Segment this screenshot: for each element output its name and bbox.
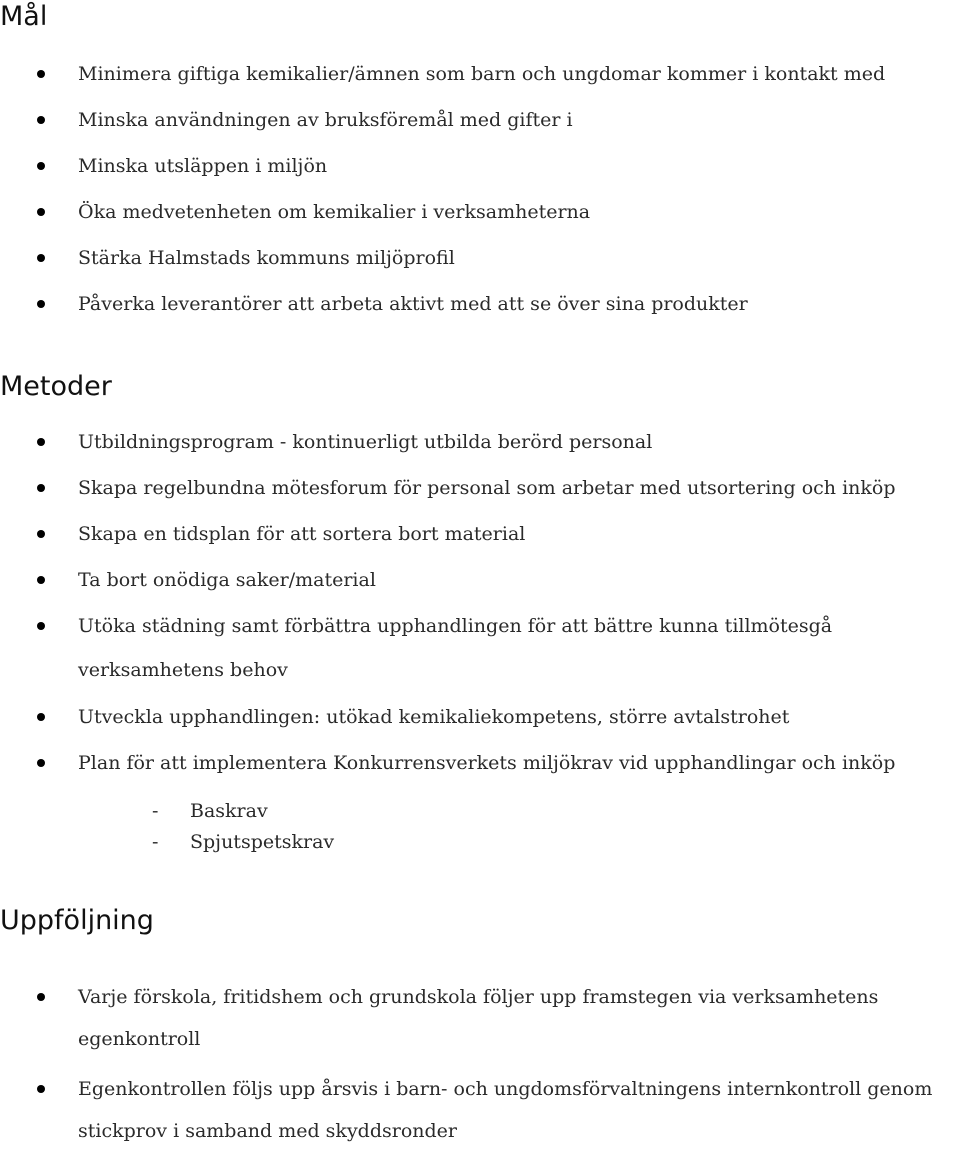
method-item-text: Utöka städning samt förbättra upphandlingen för att bättre kunna tillmötesgå	[78, 615, 833, 637]
goal-item	[0, 145, 885, 191]
bullet-dot-icon	[37, 162, 45, 170]
followup-item-text: Varje förskola, fritidshem och grundskola följer upp framstegen via verksamhetens	[78, 986, 879, 1008]
method-item-text: Skapa en tidsplan för att sortera bort material	[78, 523, 526, 545]
method-item	[0, 467, 896, 513]
bullet-dot-icon	[37, 993, 45, 1001]
followup-item-text-continued: stickprov i samband med skyddsronder	[78, 1120, 457, 1142]
method-item	[0, 559, 896, 605]
method-item	[0, 742, 896, 788]
method-item-text: Ta bort onödiga saker/material	[78, 569, 376, 591]
goal-item-text: Öka medvetenheten om kemikalier i verksamheterna	[78, 201, 591, 223]
bullet-dot-icon	[37, 622, 45, 630]
method-item-text: Utveckla upphandlingen: utökad kemikaliekompetens, större avtalstrohet	[78, 706, 790, 728]
method-item-text: Skapa regelbundna mötesforum för personal som arbetar med utsortering och inköp	[78, 477, 896, 499]
sub-item-text: Baskrav	[190, 800, 268, 822]
bullet-dot-icon	[37, 438, 45, 446]
goal-item-text: Påverka leverantörer att arbeta aktivt med att se över sina produkter	[78, 293, 748, 315]
goal-item-text: Stärka Halmstads kommuns miljöprofil	[78, 247, 455, 269]
bullet-dot-icon	[37, 576, 45, 584]
bullet-dot-icon	[37, 208, 45, 216]
followup-item-text: Egenkontrollen följs upp årsvis i barn- och ungdomsförvaltningens internkontroll genom	[78, 1078, 933, 1100]
goal-item-text: Minska användningen av bruksföremål med gifter i	[78, 109, 573, 131]
bullet-dot-icon	[37, 1085, 45, 1093]
goals-list	[0, 53, 885, 329]
bullet-dot-icon	[37, 530, 45, 538]
goal-item	[0, 99, 885, 145]
bullet-dot-icon	[37, 300, 45, 308]
goal-item	[0, 283, 885, 329]
sub-item-baskrav	[152, 796, 334, 827]
followup-list	[0, 976, 932, 1160]
followup-item-text-continued: egenkontroll	[78, 1028, 201, 1050]
heading-mal: Mål	[0, 1, 48, 32]
goal-item	[0, 191, 885, 237]
requirements-sublist	[152, 796, 334, 858]
sub-item-text: Spjutspetskrav	[190, 831, 335, 853]
goal-item	[0, 53, 885, 99]
method-item-text: Plan för att implementera Konkurrensverkets miljökrav vid upphandlingar och inköp	[78, 752, 896, 774]
goal-item-text: Minimera giftiga kemikalier/ämnen som barn och ungdomar kommer i kontakt med	[78, 63, 886, 85]
method-item	[0, 605, 896, 696]
methods-list	[0, 421, 896, 788]
bullet-dot-icon	[37, 713, 45, 721]
bullet-dot-icon	[37, 70, 45, 78]
method-item	[0, 513, 896, 559]
method-item-text: Utbildningsprogram - kontinuerligt utbilda berörd personal	[78, 431, 653, 453]
bullet-dot-icon	[37, 254, 45, 262]
sub-item-spjutspetskrav	[152, 827, 334, 858]
goal-item	[0, 237, 885, 283]
followup-item	[0, 976, 932, 1068]
dash-marker: -	[152, 831, 159, 853]
method-item-text-continued: verksamhetens behov	[78, 659, 288, 681]
method-item	[0, 696, 896, 742]
method-item	[0, 421, 896, 467]
goal-item-text: Minska utsläppen i miljön	[78, 155, 328, 177]
bullet-dot-icon	[37, 116, 45, 124]
heading-metoder: Metoder	[0, 371, 112, 402]
bullet-dot-icon	[37, 759, 45, 767]
dash-marker: -	[152, 800, 159, 822]
followup-item	[0, 1068, 932, 1160]
bullet-dot-icon	[37, 484, 45, 492]
heading-uppfoljning: Uppföljning	[0, 905, 154, 936]
